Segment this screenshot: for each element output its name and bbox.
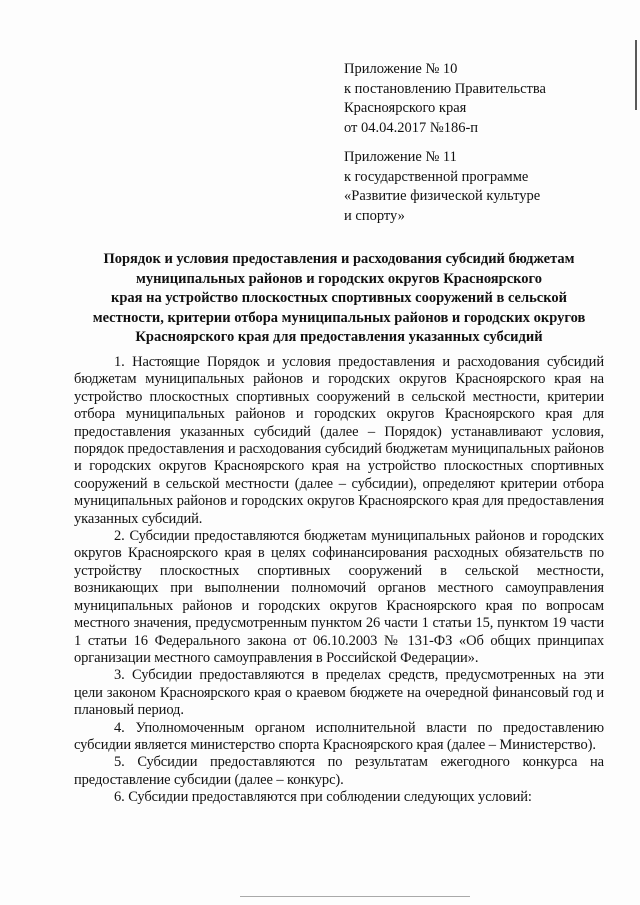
title-line: Порядок и условия предоставления и расходования субсидий бюджетам bbox=[103, 251, 575, 267]
title-line: края на устройство плоскостных спортивных сооружений в сельской bbox=[110, 290, 568, 307]
document-body bbox=[74, 354, 604, 807]
appendix-11-block bbox=[344, 148, 540, 226]
paragraph-2: 2. Субсидии предоставляются бюджетам муниципальных районов и городских округов Красноярского края в целях софинансирования расходных обязательств по устройству плоскостных спортивных сооружений в сельской местности, возникающих при выполнении полномочий органов местного самоуправления муниципальных районов и городских округов Красноярского края по вопросам местного значения, предусмотренным пунктом 26 части 1 статьи 15, пунктом 19 части 1 статьи 16 Федерального закона от 06.10.2003 № 131-ФЗ «Об общих принципах организации местного самоуправления в Российской Федерации». bbox=[74, 528, 604, 666]
scan-edge-mark bbox=[635, 40, 637, 110]
paragraph-5: 5. Субсидии предоставляются по результатам ежегодного конкурса на предоставление субсидии (далее – конкурс). bbox=[74, 754, 604, 788]
title-line: муниципальных районов и городских округов Красноярского bbox=[135, 270, 543, 287]
paragraph-6: 6. Субсидии предоставляются при соблюдении следующих условий: bbox=[114, 789, 532, 806]
scan-bottom-line bbox=[240, 896, 470, 897]
appendix-10-line: Приложение № 10 bbox=[344, 61, 458, 77]
paragraph-1: 1. Настоящие Порядок и условия предоставления и расходования субсидий бюджетам муниципальных районов и городских округов Красноярского края на устройство плоскостных спортивных сооружений в сельской местности, критерии отбора муниципальных районов и городских округов Красноярского края для предоставления указанных субсидий (далее – Порядок) устанавливают условия, порядок предоставления и расходования субсидий бюджетам муниципальных районов и городских округов Красноярского края на устройство плоскостных спортивных сооружений в сельской местности (далее – субсидии), определяют критерии отбора муниципальных районов и городских округов Красноярского края для предоставления указанных субсидий. bbox=[74, 354, 604, 527]
paragraph-3: 3. Субсидии предоставляются в пределах средств, предусмотренных на эти цели законом Красноярского края о краевом бюджете на очередной финансовый год и плановый период. bbox=[74, 667, 604, 719]
paragraph-4: 4. Уполномоченным органом исполнительной власти по предоставлению субсидии является министерство спорта Красноярского края (далее – Министерство). bbox=[74, 719, 604, 753]
appendix-10-line: от 04.04.2017 №186-п bbox=[344, 119, 479, 136]
document-title bbox=[74, 250, 604, 348]
appendix-11-line: «Развитие физической культуре bbox=[344, 188, 541, 204]
appendix-11-line: и спорту» bbox=[344, 207, 405, 224]
title-line: местности, критерии отбора муниципальных районов и городских округов bbox=[92, 309, 586, 326]
appendix-11-line: Приложение № 11 bbox=[344, 149, 457, 165]
appendix-10-block bbox=[344, 60, 546, 138]
appendix-10-line: Красноярского края bbox=[344, 100, 467, 116]
appendix-10-line: к постановлению Правительства bbox=[344, 80, 546, 97]
title-line: Красноярского края для предоставления указанных субсидий bbox=[135, 329, 543, 346]
appendix-11-line: к государственной программе bbox=[344, 168, 529, 185]
